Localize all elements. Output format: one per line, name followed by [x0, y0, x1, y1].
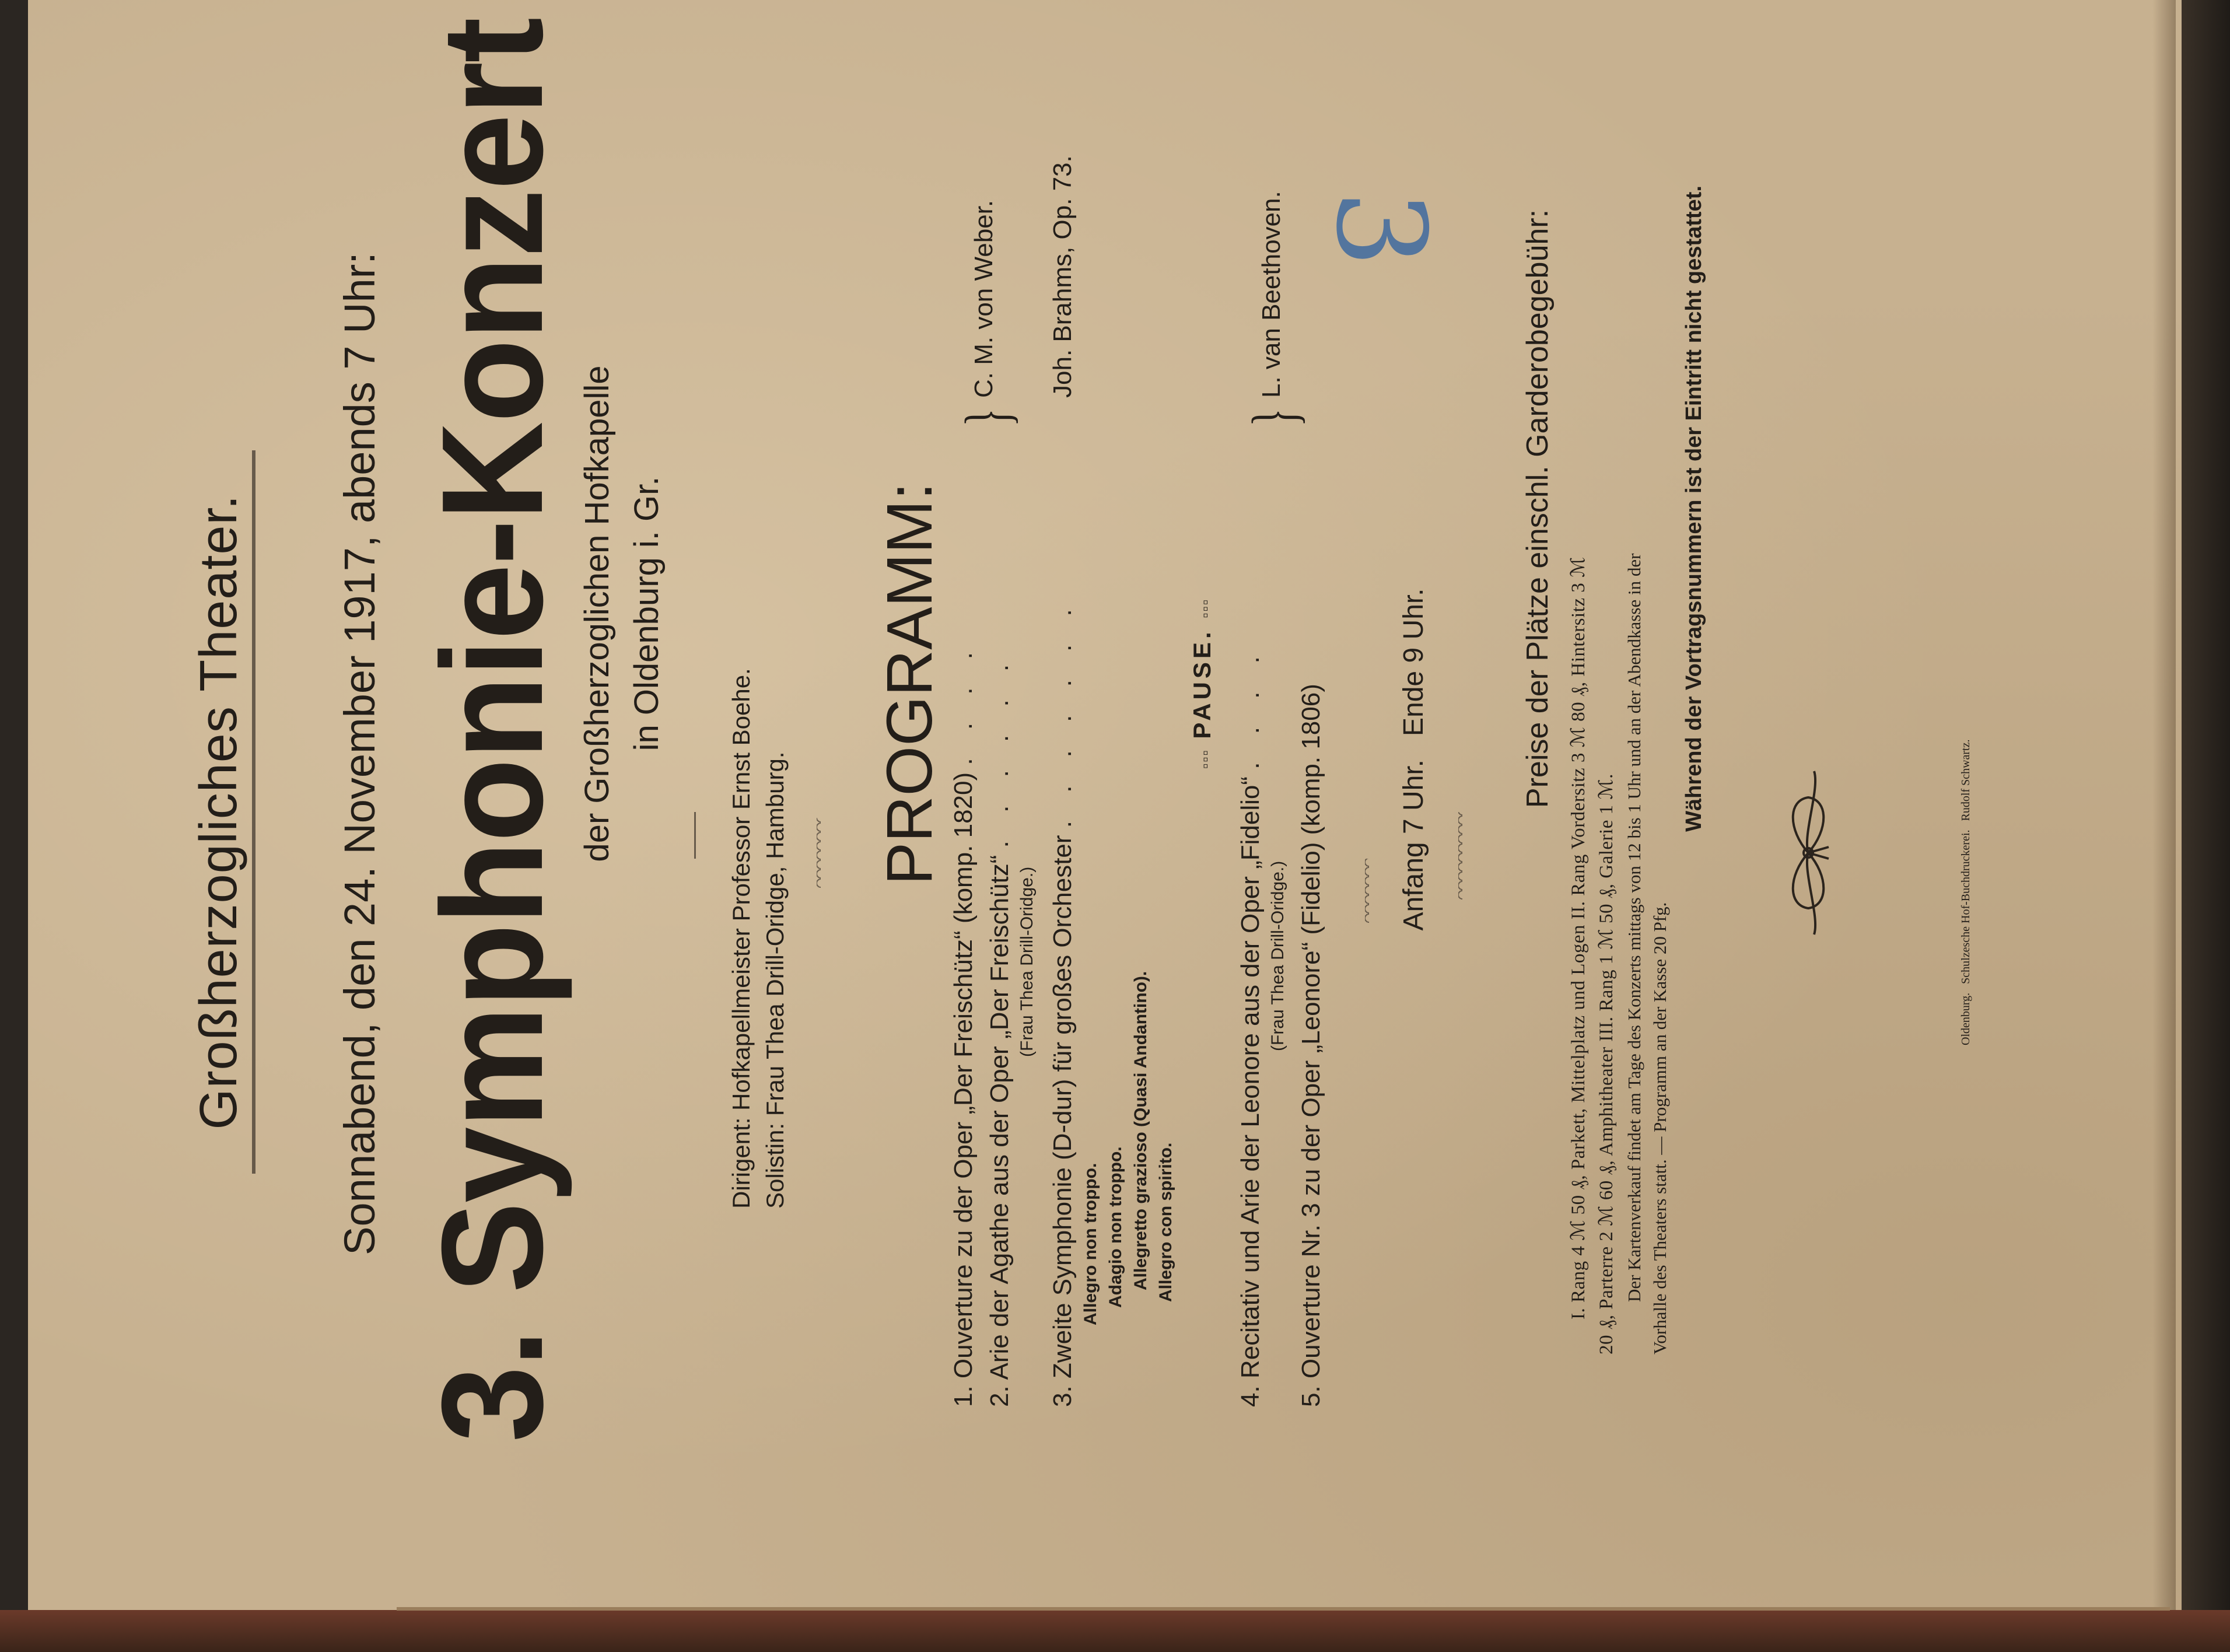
credits-divider [694, 812, 696, 859]
composer-weber: C. M. von Weber. [969, 200, 998, 398]
prices-line-3: Der Kartenverkauf findet am Tage des Konzerts mittags von 12 bis 1 Uhr und an der Abendkasse in der [1624, 553, 1644, 1302]
pause-label [1190, 598, 1214, 769]
squiggle-divider-1 [817, 818, 825, 888]
pause-ornament-left: ▫▫▫ [1196, 749, 1214, 769]
prices-heading: Preise der Plätze einschl. Garderobegebühr: [1521, 209, 1555, 808]
movement-3: Allegretto grazioso (Quasi Andantino). [1131, 971, 1150, 1290]
brace-beethoven: } [1239, 408, 1310, 427]
squiggle-divider-2 [1365, 859, 1373, 923]
brace-weber: } [952, 408, 1023, 427]
programme-item-4-text: 4. Recitativ und Arie der Leonore aus der Oper „Fidelio“ [1236, 776, 1265, 1407]
programme-item-4-note: (Frau Thea Drill-Oridge.) [1268, 860, 1287, 1051]
timing-line: Anfang 7 Uhr. Ende 9 Uhr. [1398, 588, 1429, 931]
programme-heading: PROGRAMM: [874, 482, 946, 886]
programme-item-2-text: 2. Arie der Agathe aus der Oper „Der Freischütz“ [985, 855, 1014, 1407]
movement-1: Allegro non troppo. [1081, 1163, 1100, 1325]
pause-text: PAUSE. [1188, 628, 1216, 739]
programme-item-3 [1050, 598, 1076, 1407]
prices-line-2: 20 ₰, Parterre 2 ℳ 60 ₰, Amphitheater III. Rang 1 ℳ 50 ₰, Galerie 1 ℳ. [1596, 774, 1617, 1354]
soloist-line: Solistin: Frau Thea Drill-Oridge, Hamburg. [761, 751, 789, 1209]
squiggle-divider-3 [1458, 812, 1466, 900]
orchestra-subtitle: der Großherzoglichen Hofkapelle [578, 365, 616, 862]
programme-item-4 [1238, 646, 1263, 1407]
prices-line-5: Während der Vortragsnummern ist der Eintritt nicht gestattet. [1682, 186, 1706, 832]
programme-item-1-leaders: . . . . [949, 642, 978, 765]
movement-4: Allegro con spirito. [1156, 1142, 1175, 1302]
prices-line-4: Vorhalle des Theaters statt. — Programm an der Kasse 20 Pfg. [1650, 902, 1670, 1354]
programme-item-3-text: 3. Zweite Symphonie (D-dur) für großes Orchester [1048, 835, 1077, 1407]
location-line: in Oldenburg i. Gr. [628, 476, 666, 751]
programme-item-2-note: (Frau Thea Drill-Oridge.) [1017, 866, 1037, 1057]
bow-ornament-icon [1785, 765, 1832, 940]
theater-heading: Großherzogliches Theater. [190, 494, 248, 1130]
pause-ornament-right: ▫▫▫ [1196, 598, 1214, 618]
conductor-line: Dirigent: Hofkapellmeister Professor Ernst Boehe. [727, 668, 755, 1209]
concert-title: 3. Symphonie-Konzert [411, 18, 573, 1443]
theater-underline [252, 450, 255, 1174]
composer-beethoven: L. van Beethoven. [1257, 191, 1286, 398]
handwritten-page-number: 3 [1309, 190, 1452, 268]
programme-item-3-leaders: . . . . . . . [1048, 598, 1077, 828]
date-line: Sonnabend, den 24. November 1917, abends 7 Uhr: [335, 252, 384, 1255]
movement-2: Adagio non troppo. [1106, 1146, 1125, 1308]
programme-item-4-leaders: . . . . [1236, 646, 1265, 769]
programme-item-1 [951, 642, 976, 1407]
prices-line-1: I. Rang 4 ℳ 50 ₰, Parkett, Mittelplatz und Logen II. Rang Vordersitz 3 ℳ 80 ₰, Hintersitz 3 ℳ [1568, 556, 1589, 1320]
programme-item-5: 5. Ouverture Nr. 3 zu der Oper „Leonore“ (Fidelio) (komp. 1806) [1297, 684, 1325, 1407]
programme-item-1-text: 1. Ouverture zu der Oper „Der Freischütz“ (komp. 1820) [949, 772, 978, 1407]
composer-brahms: Joh. Brahms, Op. 73. [1048, 155, 1077, 398]
programme-item-2 [987, 654, 1013, 1407]
programme-item-2-leaders: . . . . . . [985, 653, 1014, 848]
printer-imprint: Oldenburg. Schulzesche Hof-Buchdruckerei. Rudolf Schwartz. [1959, 739, 1972, 1045]
